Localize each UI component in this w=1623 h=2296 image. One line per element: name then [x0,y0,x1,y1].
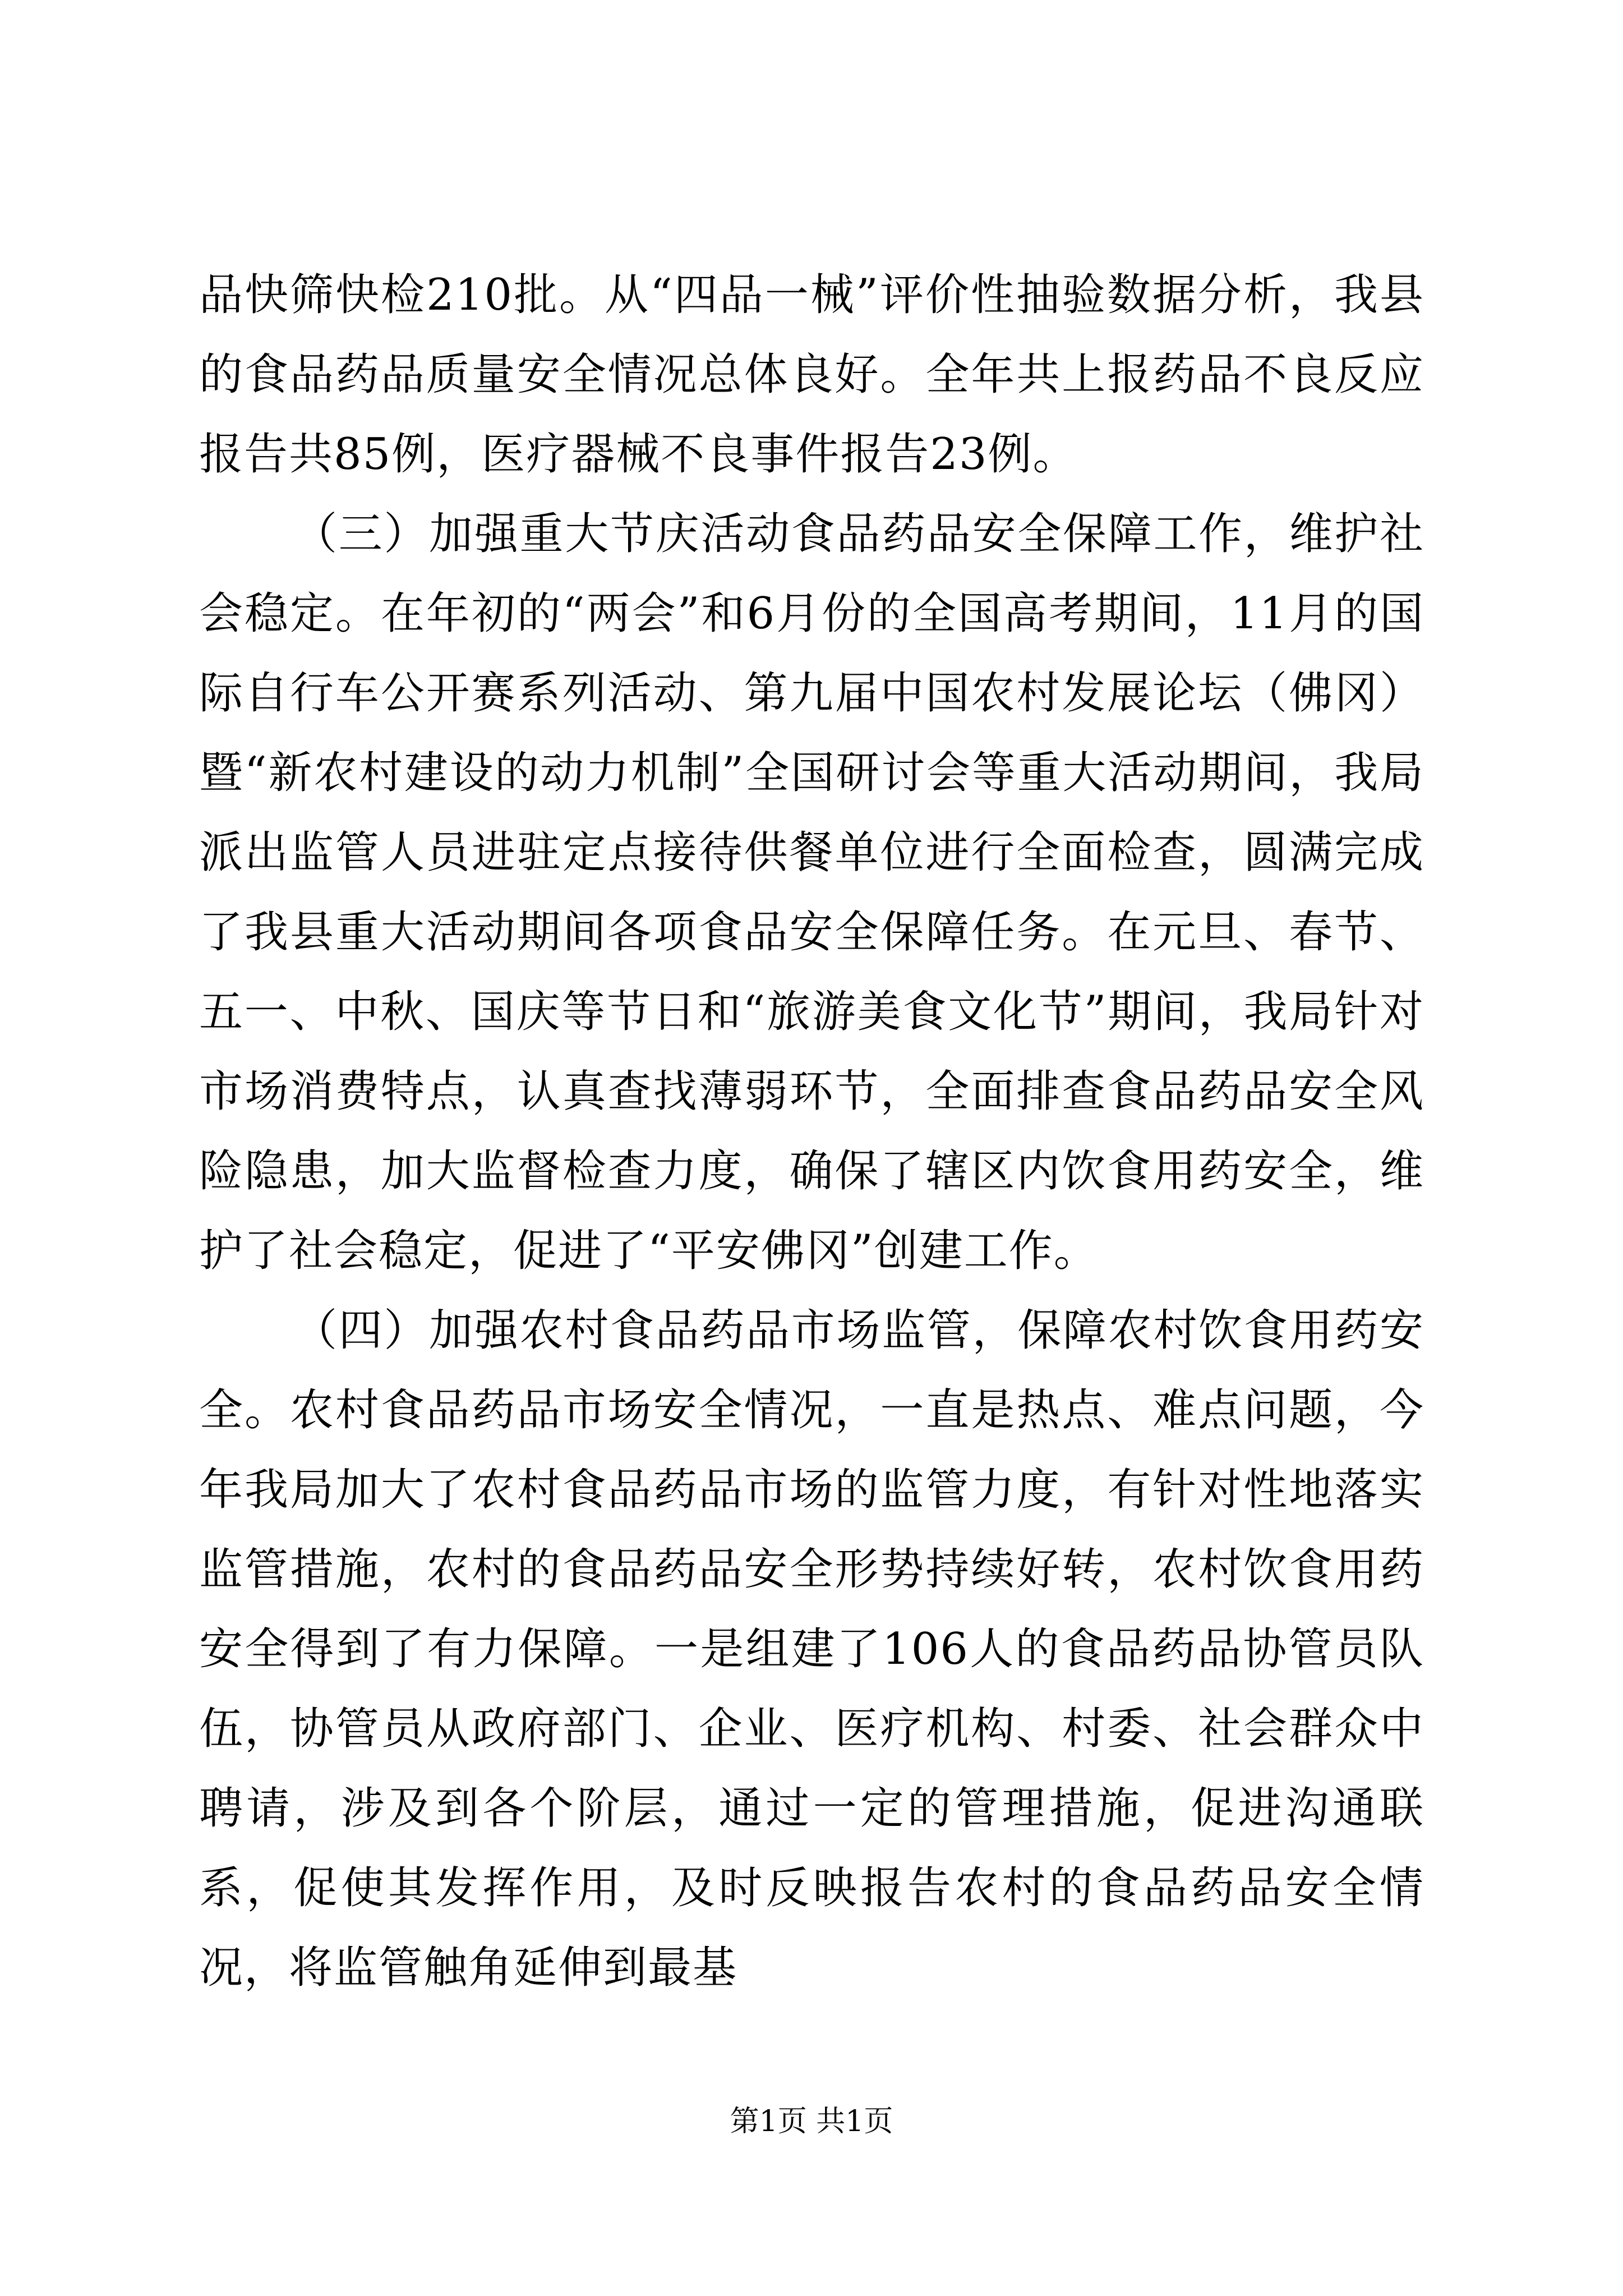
paragraph-3: （四）加强农村食品药品市场监管，保障农村饮食用药安全。农村食品药品市场安全情况，一直是热点、难点问题，今年我局加大了农村食品药品市场的监管力度，有针对性地落实监管措施，农村的食品药品安全形势持续好转，农村饮食用药安全得到了有力保障。一是组建了106人的食品药品协管员队伍，协管员从政府部门、企业、医疗机构、村委、社会群众中聘请，涉及到各个阶层，通过一定的管理措施，促进沟通联系，促使其发挥作用，及时反映报告农村的食品药品安全情况，将监管触角延伸到最基 [199,1305,1424,1993]
document-body [199,255,1424,2008]
paragraph-2: （三）加强重大节庆活动食品药品安全保障工作，维护社会稳定。在年初的“两会”和6月份的全国高考期间，11月的国际自行车公开赛系列活动、第九届中国农村发展论坛（佛冈）暨“新农村建设的动力机制”全国研讨会等重大活动期间，我局派出监管人员进驻定点接待供餐单位进行全面检查，圆满完成了我县重大活动期间各项食品安全保障任务。在元旦、春节、五一、中秋、国庆等节日和“旅游美食文化节”期间，我局针对市场消费特点，认真查找薄弱环节，全面排查食品药品安全风险隐患，加大监督检查力度，确保了辖区内饮食用药安全，维护了社会稳定，促进了“平安佛冈”创建工作。 [199,509,1424,1276]
paragraph-1: 品快筛快检210批。从“四品一械”评价性抽验数据分析，我县的食品药品质量安全情况总体良好。全年共上报药品不良反应报告共85例，医疗器械不良事件报告23例。 [199,270,1424,480]
page-footer: 第1页 共1页 [730,2105,893,2138]
